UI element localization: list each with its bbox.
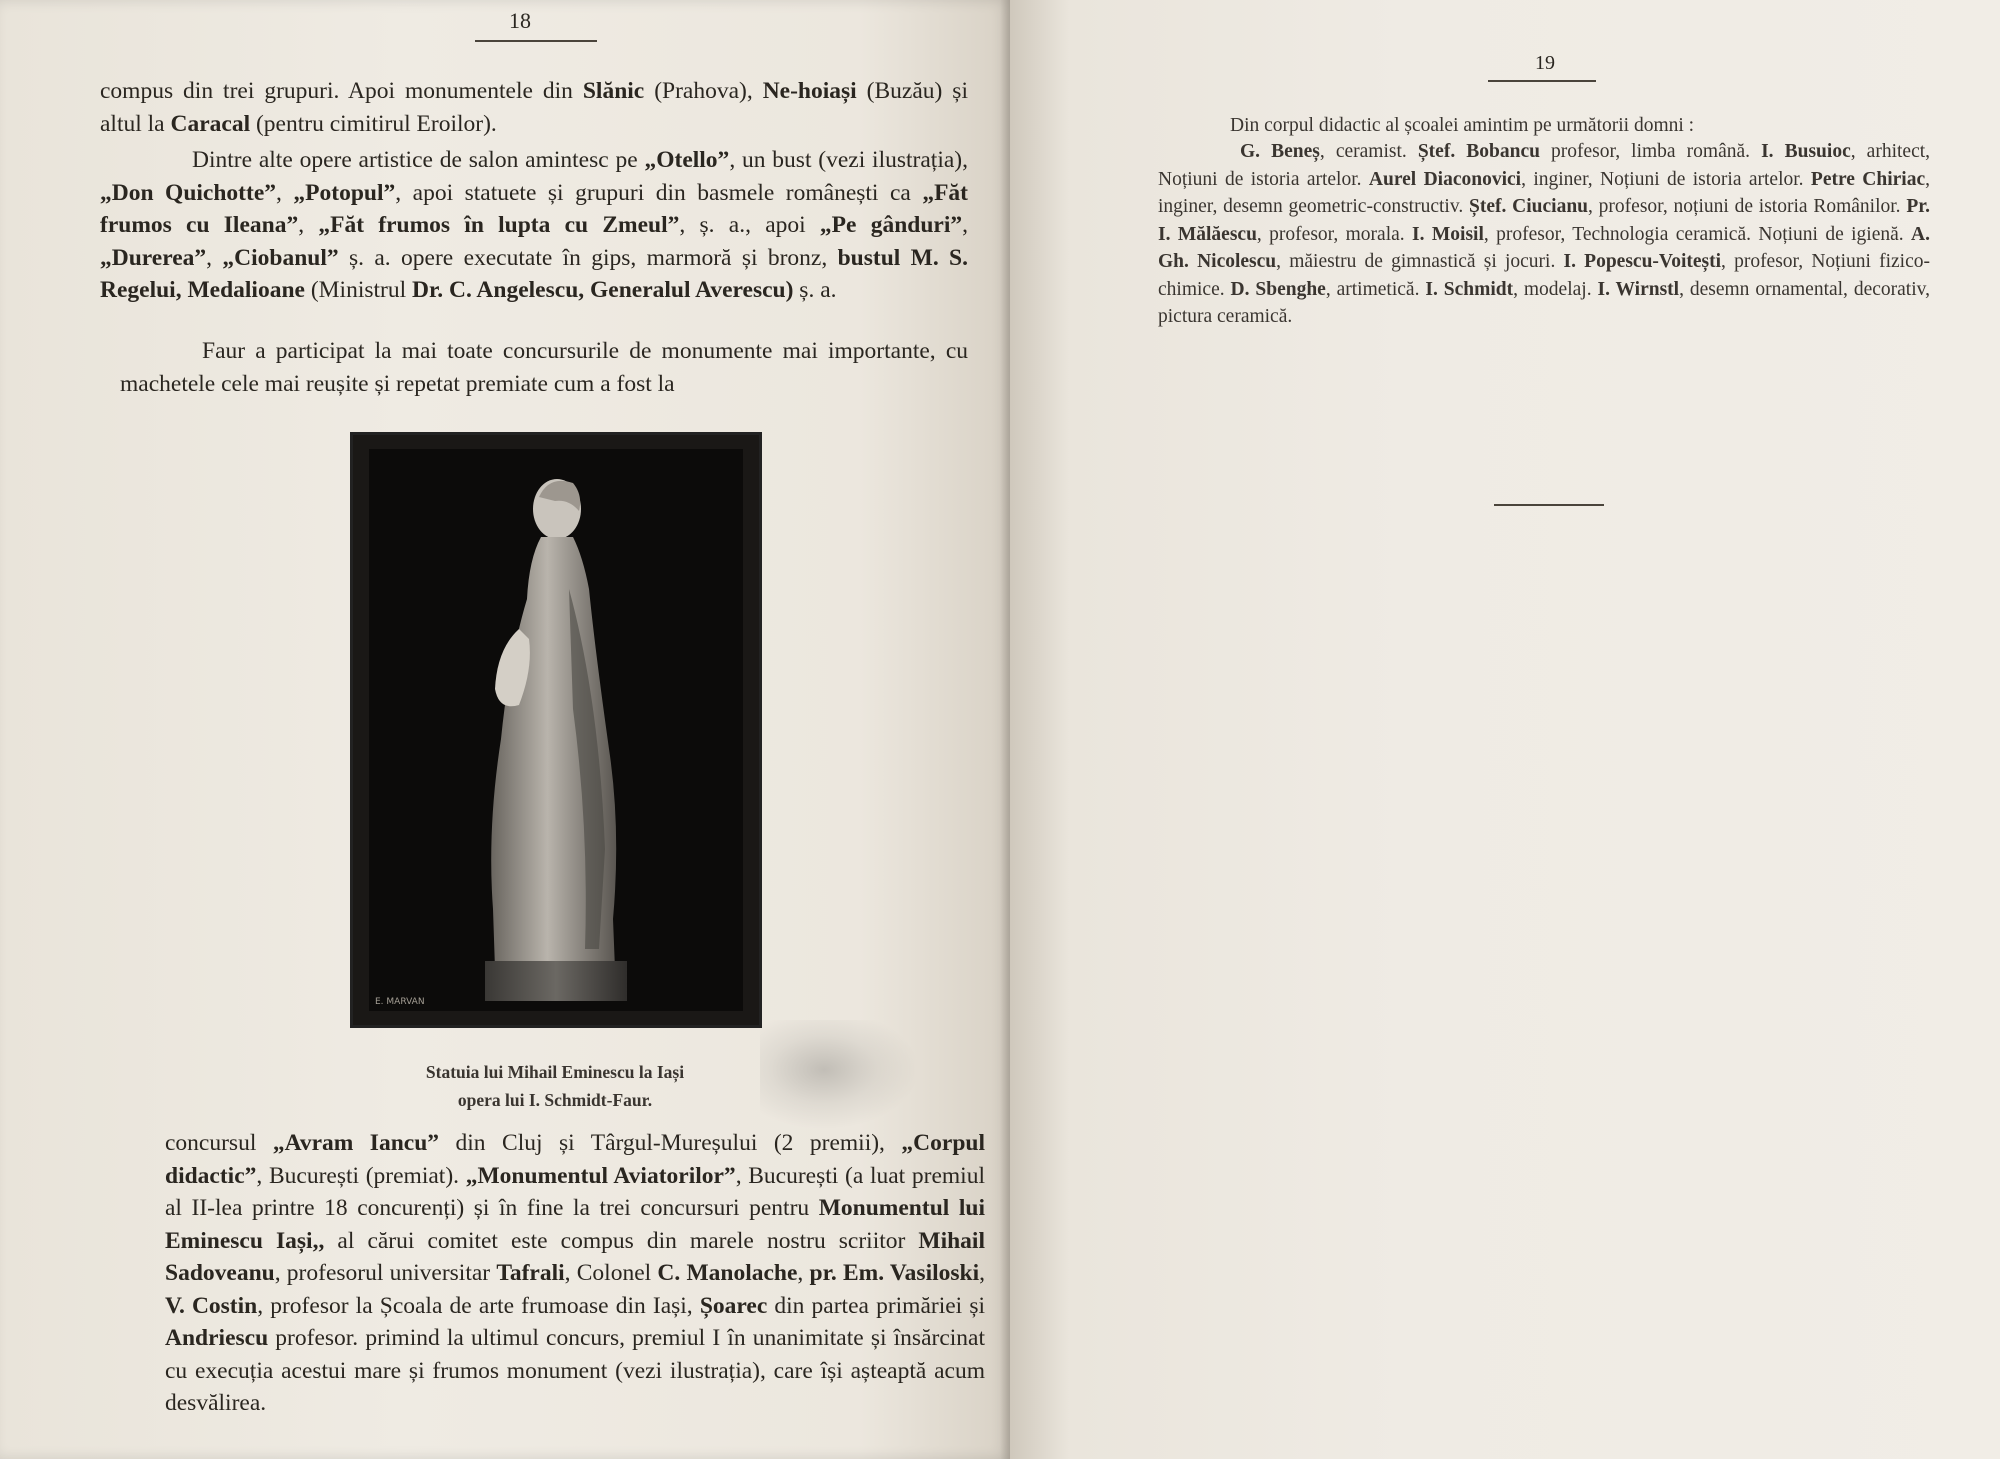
text-run: Faur a participat la mai toate concursurile de monumente mai importante, cu machetele cele mai reușite și repetat premiate cum a fost la [120,338,968,397]
bold-name: I. Schmidt [1425,278,1514,300]
text-run: , profesor, noțiuni de istoria Românilor. [1588,196,1907,217]
right-page [1010,0,2000,1459]
text-run: , inginer, Noțiuni de istoria artelor. [1521,168,1811,190]
bold-name: Ne-hoiași [762,78,857,104]
bold-name: Pr. I. Mălăescu [1158,196,1930,245]
text-run: compus din trei grupuri. Apoi monumentele din [100,78,583,104]
text-run: , profesor la Școala de arte frumoase din Iași, [257,1292,700,1319]
bold-name: „Otello” [644,147,730,173]
paragraph-4 [165,1127,985,1420]
bold-name: A. Gh. Nicolescu [1158,223,1931,272]
bold-name: Aurel Diaconovici [1368,168,1522,190]
bold-name: Monumentul lui Eminescu Iași,, [165,1195,985,1254]
text-run: , [276,179,294,206]
staff-list [1158,138,1930,331]
text-run: , desemn ornamental, decorativ, pictura ceramică. [1158,278,1930,327]
bold-name: Andriescu [165,1325,269,1351]
text-run: , profesor, morala. [1256,223,1413,245]
text-run: , București (a luat premiul al II-lea printre 18 concurenți) și în fine la trei concursuri pentru [165,1162,985,1221]
bold-name: Tafrali [496,1260,565,1286]
caption-line-2: opera lui I. Schmidt-Faur. [457,1090,653,1110]
text-run: , ceramist. [1319,141,1418,162]
text-run: din partea primăriei și [767,1292,985,1319]
bold-name: G. Beneș [1240,141,1320,162]
statue-figure [369,449,743,1011]
bold-name: I. Wirnstl [1597,278,1680,300]
bold-name: „Făt frumos cu Ileana” [100,179,969,238]
page-number-left: 18 [509,8,531,33]
paper-crease [760,1020,920,1130]
header-rule-left [475,40,597,42]
bold-name: I. Moisil [1412,223,1484,245]
bold-name: „Don Quichotte” [100,179,277,206]
bold-name: Slănic [582,78,645,104]
text-run: , profesor, Technologia ceramică. Noțiuni de igienă. [1483,223,1912,245]
bold-name: Ștef. Ciucianu [1469,196,1589,217]
bold-name: bustul M. S. Regelui, Medalioane [100,244,969,303]
paragraph-3 [120,335,968,400]
text-run: (Buzău) și altul la [100,78,968,137]
text-run: , ș. a., apoi [679,212,820,238]
bold-name: Mihail Sadoveanu [165,1227,985,1286]
bold-name: Petre Chiriac [1810,168,1926,190]
paragraph-2 [100,144,968,307]
bold-name: „Monumentul Aviatorilor” [465,1162,736,1189]
text-run: , inginer, desemn geometric-constructiv. [1158,168,1931,217]
paragraph-1 [100,75,968,140]
bold-name: „Ciobanul” [222,244,339,271]
text-run: al cărui comitet este compus din marele nostru scriitor [324,1227,919,1254]
text-run: profesor, limba română. [1539,141,1762,162]
text-run: , profesor, Noțiuni fizico-chimice. [1158,251,1930,300]
text-run: , Colonel [564,1260,658,1286]
bold-name: D. Sbenghe [1230,278,1326,300]
bold-name: „Avram Iancu” [272,1130,440,1156]
bold-name: „Corpul didactic” [165,1130,985,1189]
caption-line-1: Statuia lui Mihail Eminescu la Iași [425,1062,685,1082]
text-run: din Cluj și Târgul-Mureșului (2 premii), [439,1130,902,1156]
text-run: , profesorul universitar [274,1260,497,1286]
text-run: , [298,212,319,238]
text-run: (pentru cimitirul Eroilor). [250,110,497,137]
bold-name: Caracal [170,110,251,137]
bold-name: pr. Em. Vasiloski [809,1260,980,1286]
text-run: , artimetică. [1325,278,1426,300]
photo-watermark: E. MARVAN [375,997,425,1007]
bold-name: C. Manolache [657,1260,798,1286]
text-run: (Prahova), [644,78,763,104]
text-run: , modelaj. [1513,278,1598,300]
text-run: , București (premiat). [256,1162,466,1189]
page-number-right: 19 [1535,52,1555,74]
staff-intro: Din corpul didactic al școalei amintim pe următorii domni : [1230,115,1695,136]
statue-photo [350,432,762,1028]
text-run: , un bust (vezi ilustrația), [729,147,968,173]
text-run: , arhitect, Noțiuni de istoria artelor. [1158,141,1931,190]
bold-name: V. Costin [165,1292,258,1319]
bold-name: Dr. C. Angelescu, Generalul Averescu) [412,277,794,303]
bold-name: „Durerea” [100,244,207,271]
text-run: , [206,244,223,271]
text-run: Dintre alte opere artistice de salon amintesc pe [192,147,645,173]
bold-name: I. Popescu-Voitești [1563,251,1722,272]
text-run: , apoi statuete și grupuri din basmele românești ca [395,179,923,206]
text-run: profesor. primind la ultimul concurs, premiul I în unanimitate și însărcinat cu execuția acestui mare și frumos monument (vezi ilustrația), care își așteaptă acum desvălirea. [165,1325,985,1416]
text-run: , [979,1260,986,1286]
text-run: concursul [165,1130,273,1156]
bold-name: Șoarec [699,1292,768,1319]
bold-name: „Pe gânduri” [819,212,963,238]
text-run: , măiestru de gimnastică și jocuri. [1276,251,1564,272]
text-run: , [962,212,968,238]
header-rule-right [1488,80,1596,82]
text-run: (Ministrul [304,277,413,303]
bold-name: I. Busuioc [1761,141,1851,162]
text-run: ș. a. opere executate în gips, marmoră și bronz, [338,244,838,271]
bold-name: „Potopul” [293,179,396,206]
photo-caption [330,1058,780,1114]
text-run: ș. a. [793,277,837,303]
text-run: , [797,1260,810,1286]
bold-name: „Făt frumos în lupta cu Zmeul” [318,212,680,238]
bold-name: Ștef. Bobancu [1417,141,1540,162]
closing-rule [1494,504,1604,506]
